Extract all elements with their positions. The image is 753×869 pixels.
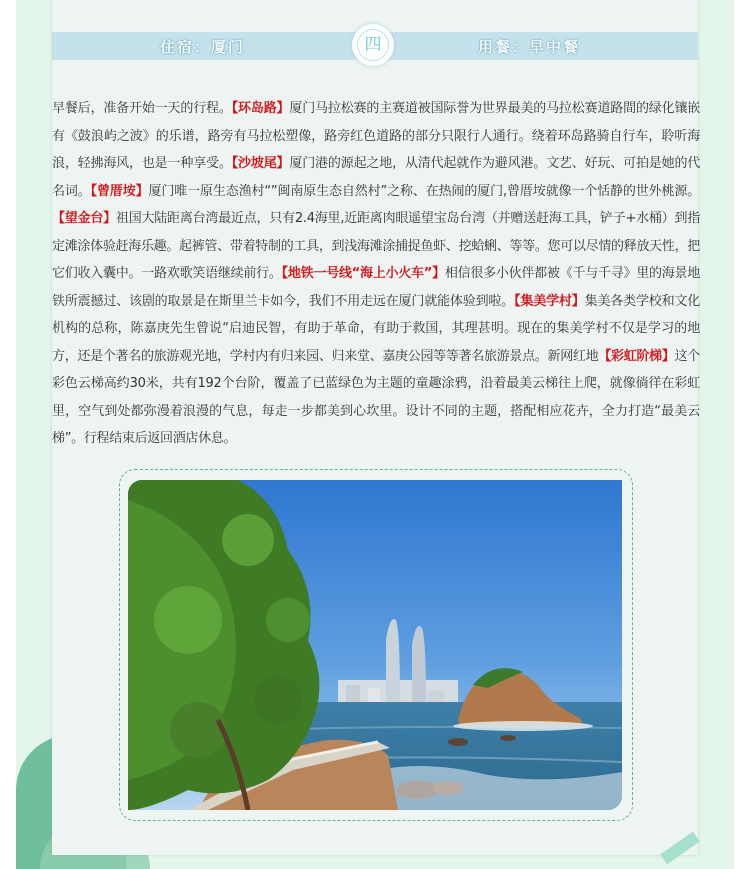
itinerary-text: 早餐后，准备开始一天的行程。 — [52, 101, 232, 116]
lodging-label: 住宿：厦门 — [160, 38, 246, 56]
coastal-scene-image — [128, 480, 622, 810]
itinerary-text: 厦门马拉松赛的主赛道被国际誉为世界最美的马拉松赛道路間的绿化镶嵌有《鼓浪屿之波》的乐谱，路旁有马拉松塑像，路旁红色道路的部分只限行人通行。绕着环岛路骑自行车，聆听海浪，轻拂海风，也是一种享受。 — [52, 101, 700, 171]
itinerary-text: 祖国大陆距离台湾最近点，只有2.4海里,近距离肉眼遥望宝岛台湾（并赠送赶海工具，铲子+水桶）到指定滩涂体验赶海乐趣。起裤管、带着特制的工具，到浅海滩涂捕捉鱼虾、挖蛤蜊、等等。您可以尽情的释放天性，把它们收入囊中。一路欢歌笑语继续前行。 — [52, 211, 700, 281]
itinerary-description — [52, 95, 700, 453]
place-name-highlight: 【沙坡尾】 — [231, 156, 290, 171]
place-name-highlight: 【环岛路】 — [231, 101, 290, 116]
itinerary-text: 集美各类学校和文化机构的总称，陈嘉庚先生曾说“启迪民智，有助于革命，有助于救国，其理甚明。现在的集美学村不仅是学习的地方，还是个著名的旅游观光地，学村内有归来园、归来堂、嘉庚公园等等著名旅游景点。新网红地 — [52, 293, 700, 364]
place-name-highlight: 【集美学村】 — [514, 293, 585, 309]
itinerary-text: 厦门港的源起之地，从清代起就作为避风港。文艺、好玩、可拍是她的代名词。 — [52, 156, 700, 199]
day-number: 四 — [357, 29, 389, 61]
place-name-highlight: 【曾厝垵】 — [90, 183, 149, 199]
place-name-highlight: 【望金台】 — [52, 211, 116, 226]
itinerary-text: 厦门唯一原生态渔村“”闽南原生态自然村”之称、在热闹的厦门,曾厝垵就像一个恬静的世外桃源。 — [148, 183, 700, 199]
place-name-highlight: 【彩虹阶梯】 — [598, 348, 675, 364]
itinerary-text: 这个彩色云梯高约30米，共有192个台阶，覆盖了已蓝绿色为主题的童趣涂鸦，沿着最美云梯往上爬，就像徜徉在彩虹里，空气到处都弥漫着浪漫的气息，每走一步都美到心坎里。设计不同的主题，搭配相应花卉，全力打造“最美云梯”。行程结束后返回酒店休息。 — [52, 348, 700, 446]
coastal-scene-photo — [128, 480, 622, 810]
itinerary-text: 相信很多小伙伴都被《千与千寻》里的海景地铁所震撼过、该剧的取景是在斯里兰卡如今，我们不用走远在厦门就能体验到啦。 — [52, 266, 700, 309]
meals-label: 用餐：早中餐 — [478, 38, 581, 56]
place-name-highlight: 【地铁一号线“海上小火车”】 — [281, 266, 445, 281]
day-number-badge — [352, 24, 394, 66]
